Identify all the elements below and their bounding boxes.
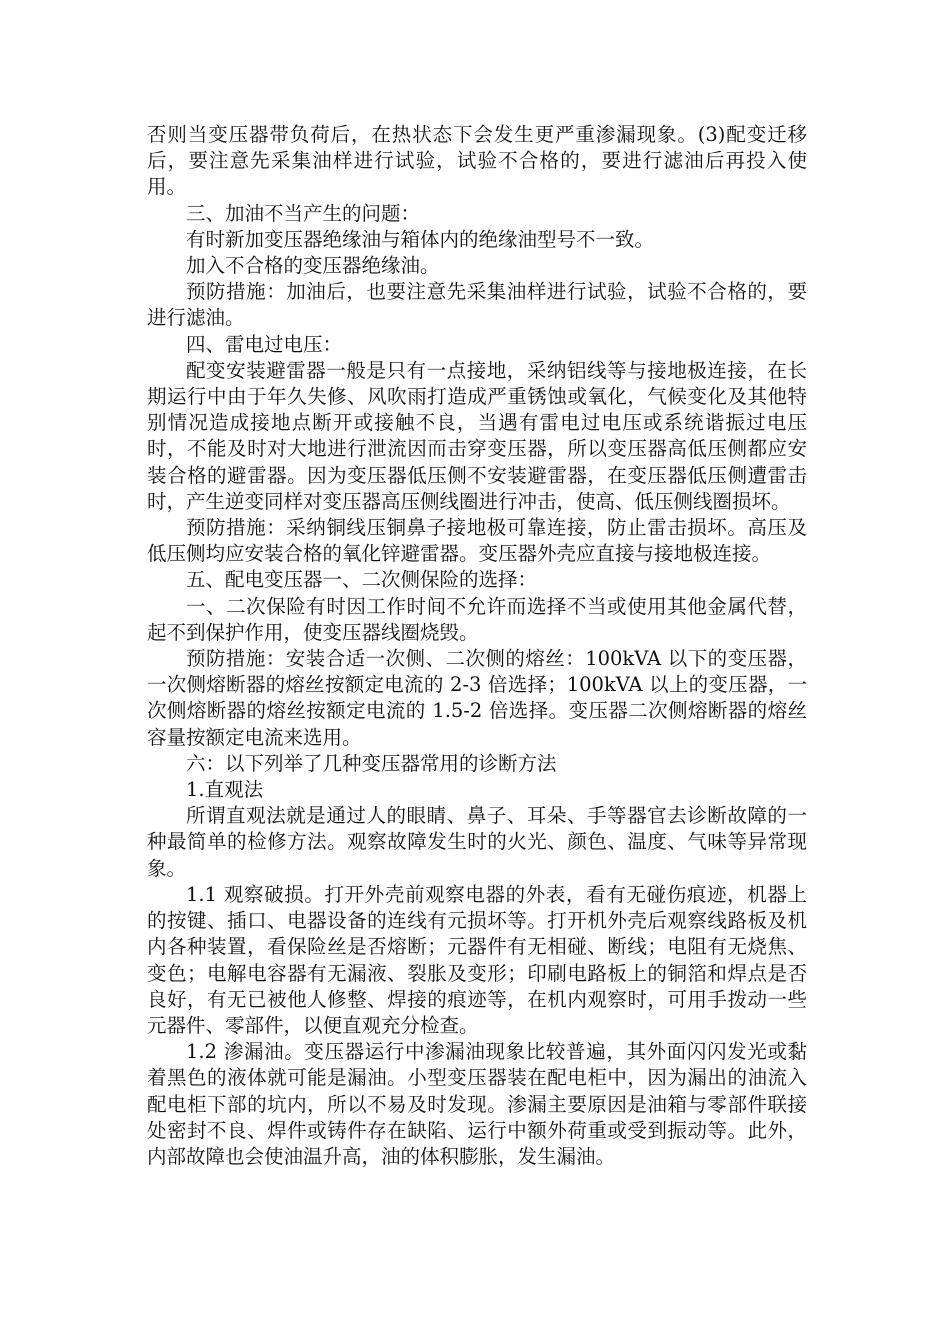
paragraph-4: 加入不合格的变压器绝缘油。 <box>186 254 440 278</box>
section-heading-5: 五、配电变压器一、二次侧保险的选择： <box>186 568 538 592</box>
paragraph-15: 1.1 观察破损。打开外壳前观察电器的外表，看有无碰伤痕迹，机器上的按键、插口、电器设备的连线有元损坏等。打开机外壳后观察线路板及机内各种装置，看保险丝是否熔断；元器件有无相碰、断线；电阻有无烧焦、变色；电解电容器有无漏液、裂胀及变形；印刷电路板上的铜箔和焊点是否良好，有无已被他人修整、焊接的痕迹等，在机内观察时，可用手拨动一些元器件、零部件，以便直观充分检查。 <box>147 882 807 1037</box>
section-heading-3: 三、加油不当产生的问题： <box>186 201 421 225</box>
paragraph-14: 所谓直观法就是通过人的眼睛、鼻子、耳朵、手等器官去诊断故障的一种最简单的检修方法。观察故障发生时的火光、颜色、温度、气味等异常现象。 <box>147 804 807 880</box>
paragraph-1: 否则当变压器带负荷后，在热状态下会发生更严重渗漏现象。(3)配变迁移后，要注意先采集油样进行试验，试验不合格的，要进行滤油后再投入使用。 <box>147 123 807 199</box>
paragraph-5: 预防措施：加油后，也要注意先采集油样进行试验，试验不合格的，要进行滤油。 <box>147 280 807 330</box>
section-heading-6: 六：以下列举了几种变压器常用的诊断方法 <box>186 751 557 775</box>
paragraph-16: 1.2 渗漏油。变压器运行中渗漏油现象比较普遍，其外面闪闪发光或黏着黑色的液体就可能是漏油。小型变压器装在配电柜中，因为漏出的油流入配电柜下部的坑内，所以不易及时发现。渗漏主要原因是油箱与零部件联接处密封不良、焊件或铸件存在缺陷、运行中额外荷重或受到振动等。此外，内部故障也会使油温升高，油的体积膨胀，发生漏油。 <box>147 1040 807 1168</box>
subheading-1: 1.直观法 <box>186 778 264 802</box>
section-heading-4: 四、雷电过电压： <box>186 332 343 356</box>
paragraph-8: 预防措施：采纳铜线压铜鼻子接地极可靠连接，防止雷击损坏。高压及低压侧均应安装合格的氧化锌避雷器。变压器外壳应直接与接地极连接。 <box>147 516 807 566</box>
paragraph-11: 预防措施：安装合适一次侧、二次侧的熔丝：100kVA 以下的变压器，一次侧熔断器的熔丝按额定电流的 2-3 倍选择；100kVA 以上的变压器，一次侧熔断器的熔丝按额定电流的 1.5-2 倍选择。变压器二次侧熔断器的熔丝容量按额定电流来选用。 <box>147 647 807 749</box>
paragraph-3: 有时新加变压器绝缘油与箱体内的绝缘油型号不一致。 <box>186 227 655 251</box>
paragraph-10: 一、二次保险有时因工作时间不允许而选择不当或使用其他金属代替，起不到保护作用，使变压器线圈烧毁。 <box>147 594 807 644</box>
document-body <box>147 122 807 1170</box>
paragraph-7: 配变安装避雷器一般是只有一点接地，采纳铝线等与接地极连接，在长期运行中由于年久失修、风吹雨打造成严重锈蚀或氧化，气候变化及其他特别情况造成接地点断开或接触不良，当遇有雷电过电压或系统谐振过电压时，不能及时对大地进行泄流因而击穿变压器，所以变压器高低压侧都应安装合格的避雷器。因为变压器低压侧不安装避雷器，在变压器低压侧遭雷击时，产生逆变同样对变压器高压侧线圈进行冲击，使高、低压侧线圈损坏。 <box>147 358 807 513</box>
